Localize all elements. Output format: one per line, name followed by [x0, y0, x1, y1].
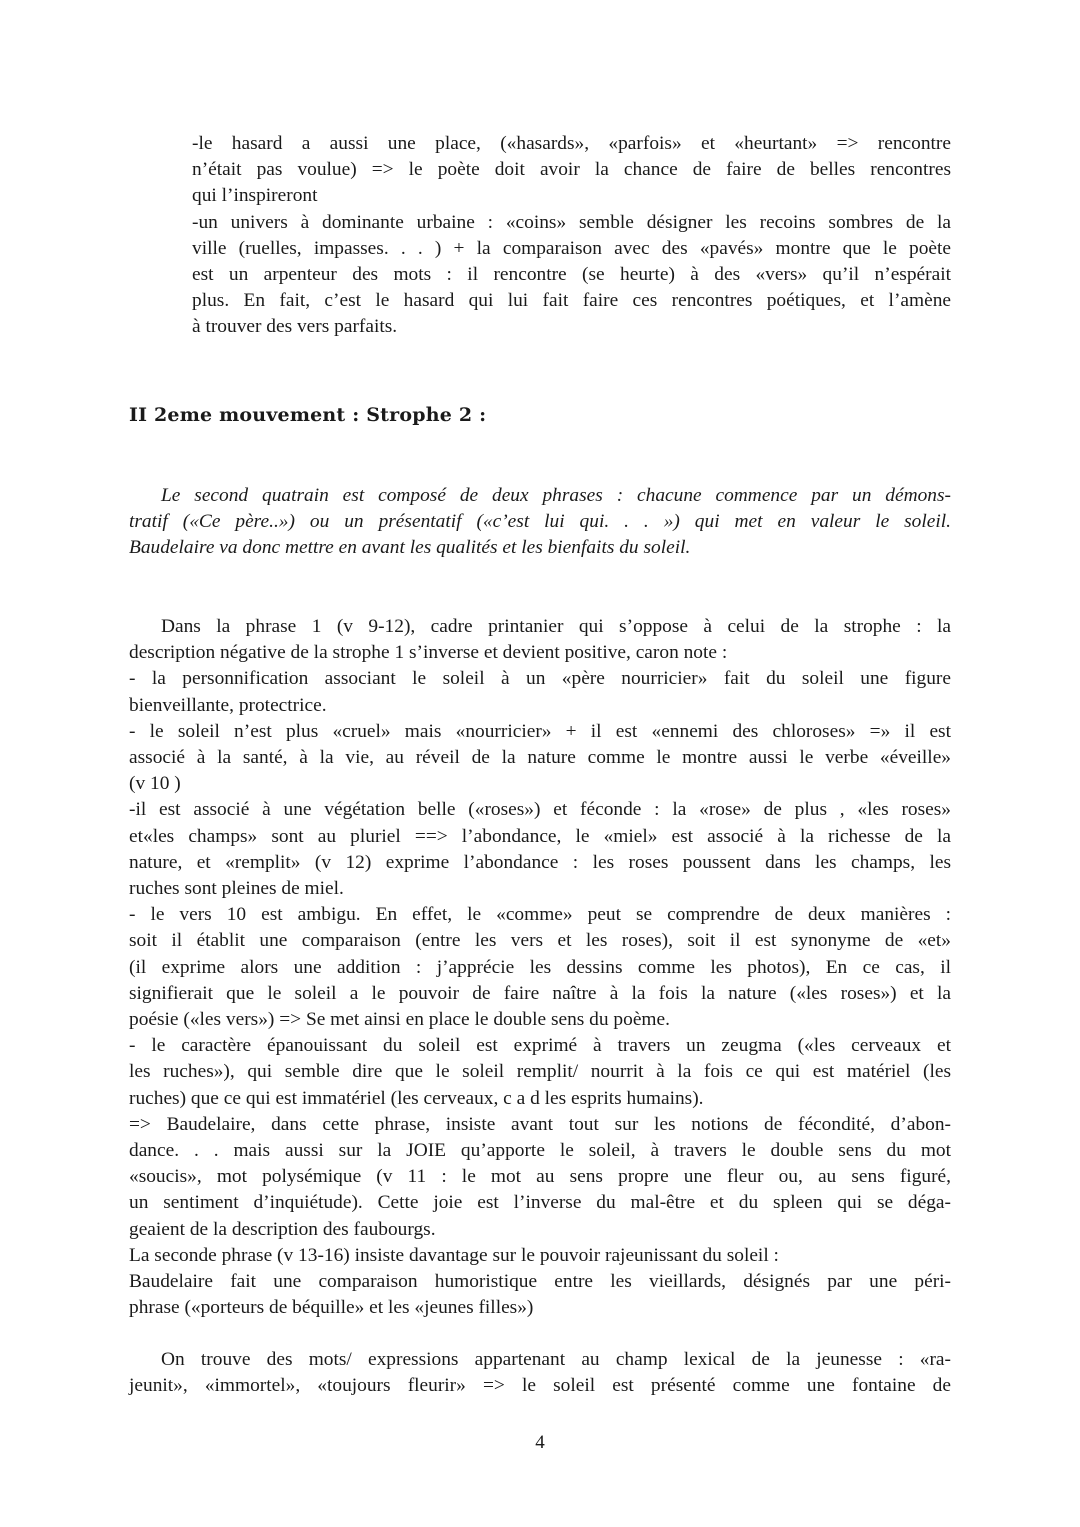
text-line: est un arpenteur des mots : il rencontre (se heurte) à des «vers» qu’il n’espérait	[192, 264, 951, 286]
text-line: ruches) que ce qui est immatériel (les cerveaux, c a d les esprits humains).	[129, 1087, 704, 1109]
text-line: -il est associé à une végétation belle («roses») et féconde : la «rose» de plus , «les roses»	[129, 799, 951, 821]
text-line: associé à la santé, à la vie, au réveil de la nature comme le montre aussi le verbe «éveille»	[129, 747, 951, 769]
text-line: les ruches»), qui semble dire que le soleil remplit/ nourrit à la fois ce qui est matériel (les	[129, 1061, 951, 1083]
text-line: dance. . . mais aussi sur la JOIE qu’apporte le soleil, à travers le double sens du mot	[129, 1140, 951, 1162]
text-line: n’était pas voulue) => le poète doit avoir la chance de faire de belles rencontres	[192, 159, 951, 181]
text-line: ville (ruelles, impasses. . . ) + la comparaison avec des «pavés» montre que le poète	[192, 237, 951, 259]
text-line: phrase («porteurs de béquille» et les «jeunes filles»)	[129, 1297, 534, 1319]
text-line: Baudelaire va donc mettre en avant les qualités et les bienfaits du soleil.	[129, 537, 691, 559]
text-line: - la personnification associant le soleil à un «père nourricier» fait du soleil une figure	[129, 668, 951, 690]
text-line: La seconde phrase (v 13-16) insiste davantage sur le pouvoir rajeunissant du soleil :	[129, 1244, 779, 1266]
text-line: (il exprime alors une addition : j’apprécie les dessins comme les photos), En ce cas, il	[129, 956, 951, 978]
text-line: bienveillante, protectrice.	[129, 694, 327, 716]
text-line: => Baudelaire, dans cette phrase, insiste avant tout sur les notions de fécondité, d’abon-	[129, 1113, 951, 1135]
text-line: nature, et «remplit» (v 12) exprime l’abondance : les roses poussent dans les champs, les	[129, 851, 951, 873]
text-line: - le caractère épanouissant du soleil est exprimé à travers un zeugma («les cerveaux et	[129, 1035, 951, 1057]
text-line: ruches sont pleines de miel.	[129, 878, 344, 900]
text-line: Le second quatrain est composé de deux phrases : chacune commence par un démons-	[161, 485, 951, 506]
text-line: «soucis», mot polysémique (v 11 : le mot au sens propre une fleur ou, au sens figuré,	[129, 1166, 951, 1188]
text-line: qui l’inspireront	[192, 185, 318, 207]
text-line: - le soleil n’est plus «cruel» mais «nourricier» + il est «ennemi des chloroses» =» il est	[129, 720, 951, 742]
text-line: plus. En fait, c’est le hasard qui lui fait faire ces rencontres poétiques, et l’amène	[192, 290, 951, 312]
lexical-field-paragraph	[129, 1347, 951, 1399]
text-line: Baudelaire fait une comparaison humoristique entre les vieillards, désignés par une péri-	[129, 1271, 951, 1293]
text-line: On trouve des mots/ expressions appartenant au champ lexical de la jeunesse : «ra-	[161, 1349, 951, 1370]
text-line: geaient de la description des faubourgs.	[129, 1218, 436, 1240]
text-line: un sentiment d’inquiétude). Cette joie est l’inverse du mal-être et du spleen qui se déga-	[129, 1192, 951, 1214]
text-line: signifierait que le soleil a le pouvoir de faire naître à la fois la nature («les roses») et la	[129, 982, 951, 1004]
text-line: -un univers à dominante urbaine : «coins» semble désigner les recoins sombres de la	[192, 211, 951, 233]
hasard-paragraph	[192, 131, 951, 341]
text-line: -le hasard a aussi une place, («hasards», «parfois» et «heurtant» => rencontre	[192, 133, 951, 154]
text-line: à trouver des vers parfaits.	[192, 316, 398, 338]
intro-paragraph	[129, 483, 951, 562]
text-line: poésie («les vers») => Se met ainsi en place le double sens du poème.	[129, 1009, 670, 1031]
text-line: soit il établit une comparaison (entre les vers et les roses), soit il est synonyme de «et»	[129, 930, 951, 952]
text-line: (v 10 )	[129, 773, 181, 795]
text-line: - le vers 10 est ambigu. En effet, le «comme» peut se comprendre de deux manières :	[129, 904, 951, 926]
text-line: et«les champs» sont au pluriel ==> l’abondance, le «miel» est associé à la richesse de la	[129, 825, 951, 847]
text-line: description négative de la strophe 1 s’inverse et devient positive, caron note :	[129, 642, 728, 664]
text-line: jeunit», «immortel», «toujours fleurir» => le soleil est présenté comme une fontaine de	[129, 1375, 951, 1397]
page-number: 4	[535, 1432, 545, 1453]
analysis-paragraph	[129, 614, 951, 1321]
section-heading: II 2eme mouvement : Strophe 2 :	[129, 404, 487, 426]
text-line: tratif («Ce père..») ou un présentatif («c’est lui qui. . . ») qui met en valeur le soleil.	[129, 511, 951, 533]
text-line: Dans la phrase 1 (v 9-12), cadre printanier qui s’oppose à celui de la strophe : la	[161, 616, 951, 637]
